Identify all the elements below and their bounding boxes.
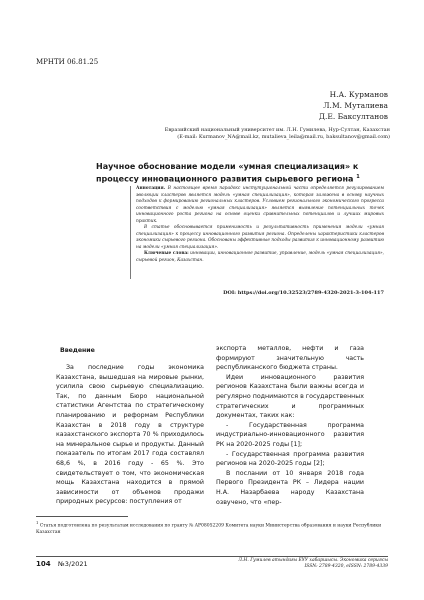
page-number: 104 [36, 560, 51, 568]
affiliation [148, 127, 390, 140]
article-title [96, 161, 384, 185]
list-item: - Государственная программа индустриально-инновационного развития РК на 2020-2025 годы [1]; [216, 421, 364, 448]
left-column [56, 363, 204, 507]
abstract-text-2: В статье обосновывается применимость и результативность применения модели «умная специализация» к процессу инновационного развития региона. Определены характеристики кластеров экономики сырьевого региона. Обоснованы эффективные подходы развития к инновационному развитию на модели «умная специализация». [136, 225, 384, 250]
keywords: инновации, инновационное развитие, управление, модель «умная специализация», сырьевой регион, Казахстан. [136, 251, 384, 263]
list-item: - Государственная программа развития регионов на 2020-2025 годы [2]; [216, 450, 364, 468]
abstract-text: В настоящее время парадокс инстутуциональной части определяется регулированием эволюции кластеров является модель «умная специализация», которая заложена в основу научных подходов к формированию региональных кластеров. Условием регионального экономического прогресса соответствия с моделью «умная специализация» является выявление потенциальных точек инновационного роста региона на основе оценки сравнительных потенциалов и лучших мировых практик. [136, 186, 384, 224]
affiliation-emails: (E-mail: Kurmanov_NA@mail.kz, mutalieva_leila@mail.ru, baksultanov@gmail.com) [177, 133, 390, 140]
right-column [216, 344, 364, 507]
paragraph: экспорта металлов, нефти и газа формируют значительную часть республиканского бюджета страны. [216, 345, 364, 372]
footnote-divider [36, 516, 128, 517]
author-name: Д.Е. Баксултанов [318, 112, 388, 121]
keywords-label: Ключевые слова: [144, 251, 189, 256]
paragraph: За последние годы экономика Казахстана, вышедшая на мировые рынки, усилила свою сырьевую специализацию. Так, по данным Бюро национальной статистики Агентства по стратегическому планированию и реформам Республики Казахстан в 2018 году в структуре казахстанского экспорта 70 % приходилось на минеральное сырье и продукты. Данный показатель по итогам 2017 года составлял 68,6 %, в 2016 году - 65 %. Это свидетельствует о том, что экономическая мощь Казахстана находится в прямой зависимости от объемов продажи природных ресурсов: поступления от [56, 364, 204, 506]
journal-info [238, 558, 388, 570]
paragraph: В послании от 10 января 2018 года Первого Президента РК – Лидера нации Н.А. Назарбаева народу Казахстана озвучено, что «пер- [216, 469, 364, 506]
affiliation-institution: Евразийский национальный университет им. Л.Н. Гумилева, Нур-Султан, Казахстан [164, 127, 390, 133]
author-name: Л.М. Муталиева [323, 101, 388, 110]
issue-number: №3/2021 [58, 560, 88, 568]
footnote-mark: 1 [36, 521, 39, 525]
author-name: Н.А. Курманов [329, 90, 388, 99]
paragraph: Идеи инновационного развития регионов Казахстана были важны всегда и регулярно поднимаются в государственных стратегических и программных документах, таких как: [216, 373, 364, 420]
footer-divider [36, 556, 388, 557]
title-footnote-mark: 1 [356, 174, 360, 180]
abstract-label: Аннотация. [136, 186, 166, 191]
footnote-text: Статья подготовлена по результатам исследования по гранту № AP08052209 Комитета науки Министерства образования и науки Республики Казахстан [36, 523, 382, 535]
journal-issn: ISSN: 2789-4320, eISSN: 2789-4339 [304, 564, 388, 569]
section-title: Введение [60, 347, 95, 354]
footnote [36, 520, 384, 536]
article-title-text: Научное обоснование модели «умная специализация» к процессу инновационного развития сырьевого региона [96, 162, 359, 184]
mrnti-code: МРНТИ 06.81.25 [36, 58, 99, 66]
journal-name: Л.Н. Гумилев атындағы ЕҰУ хабаршысы. Экономика сериясы [238, 558, 388, 563]
author-list [319, 89, 388, 122]
abstract [136, 186, 384, 264]
doi-link[interactable]: DOI: https://doi.org/10.32523/2789-4320-2021-3-104-117 [223, 290, 384, 296]
